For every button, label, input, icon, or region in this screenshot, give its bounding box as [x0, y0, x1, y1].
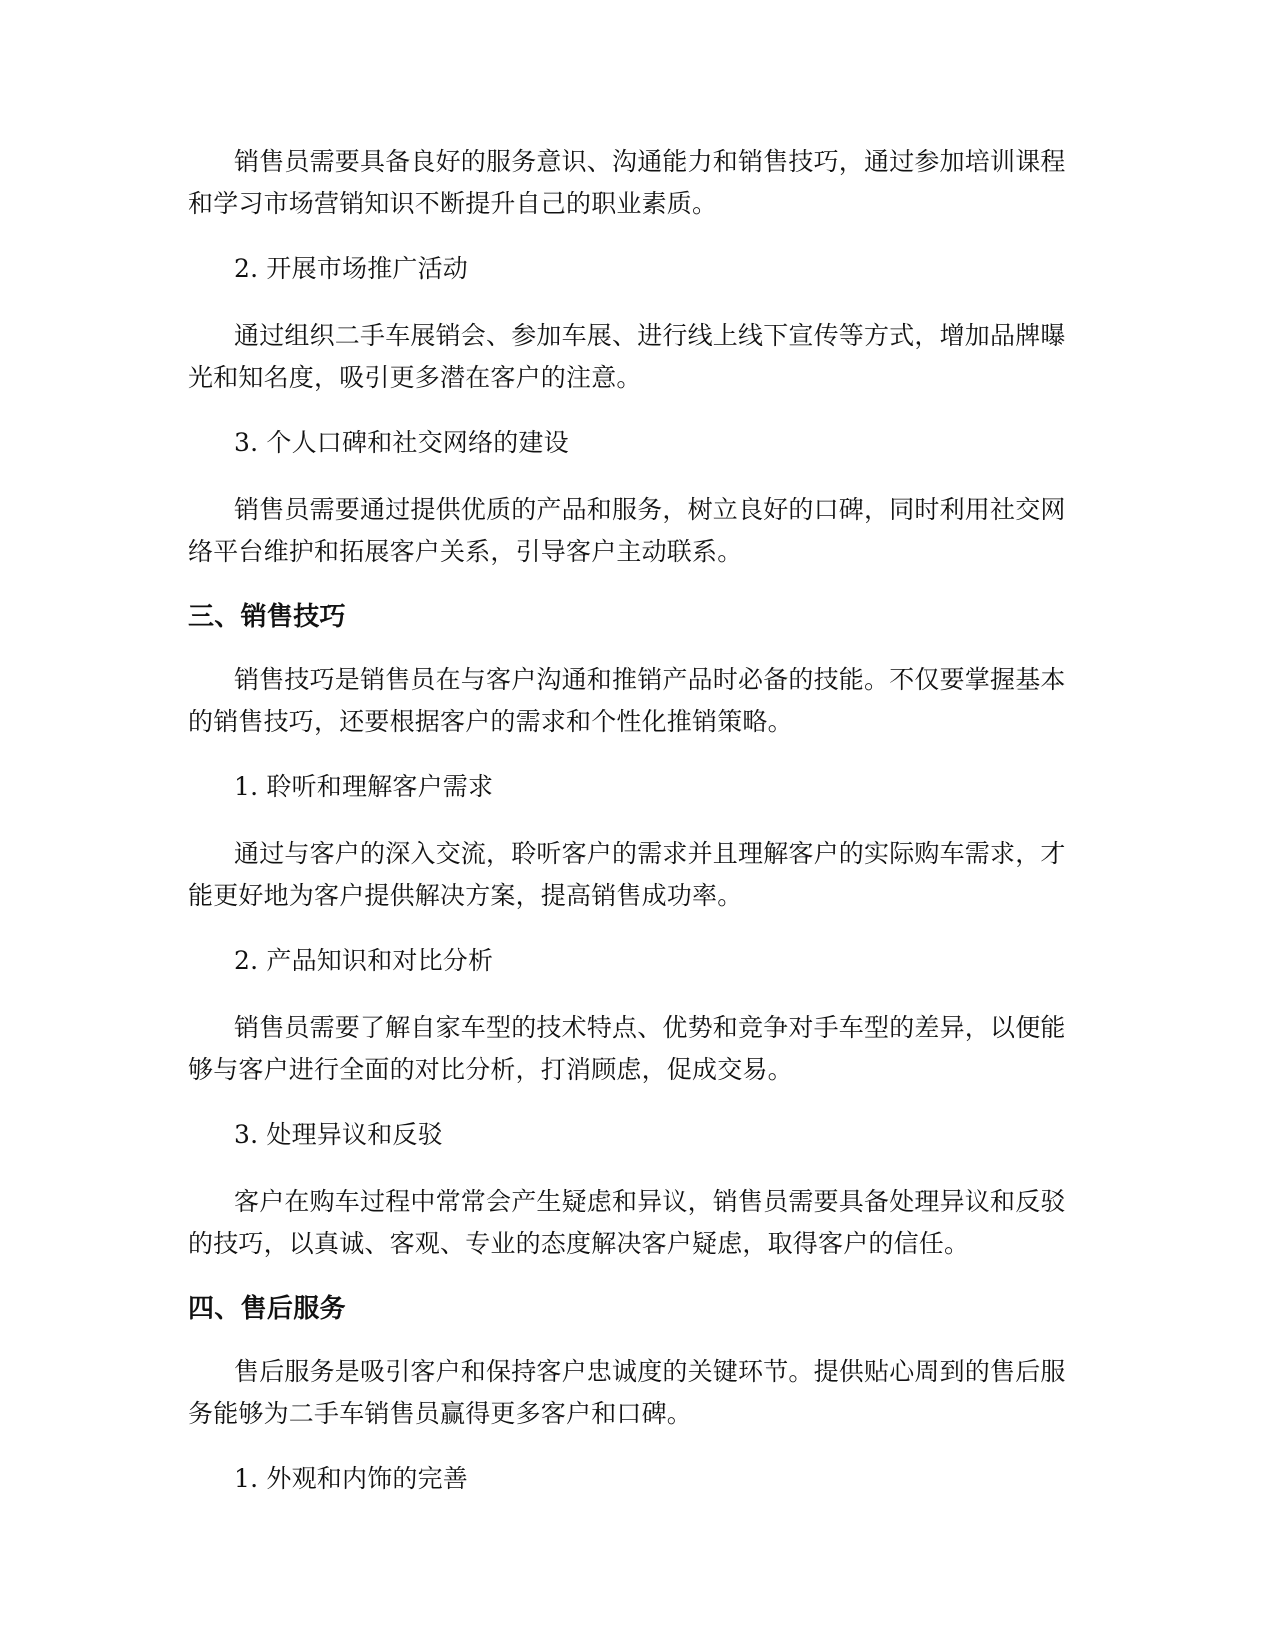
paragraph: 客户在购车过程中常常会产生疑虑和异议，销售员需要具备处理异议和反驳的技巧，以真诚、客观、专业的态度解决客户疑虑，取得客户的信任。 [188, 1187, 1066, 1258]
section-heading: 三、销售技巧 [188, 602, 346, 632]
section-heading: 四、售后服务 [188, 1294, 346, 1324]
list-item: 3. 处理异议和反驳 [234, 1120, 443, 1149]
paragraph: 销售员需要通过提供优质的产品和服务，树立良好的口碑，同时利用社交网络平台维护和拓展客户关系，引导客户主动联系。 [188, 495, 1066, 566]
list-item: 1. 外观和内饰的完善 [234, 1464, 469, 1493]
list-item: 2. 产品知识和对比分析 [234, 946, 494, 975]
paragraph: 销售技巧是销售员在与客户沟通和推销产品时必备的技能。不仅要掌握基本的销售技巧，还要根据客户的需求和个性化推销策略。 [188, 665, 1066, 736]
paragraph: 通过与客户的深入交流，聆听客户的需求并且理解客户的实际购车需求，才能更好地为客户提供解决方案，提高销售成功率。 [188, 839, 1066, 910]
paragraph: 销售员需要具备良好的服务意识、沟通能力和销售技巧，通过参加培训课程和学习市场营销知识不断提升自己的职业素质。 [188, 147, 1066, 218]
paragraph: 通过组织二手车展销会、参加车展、进行线上线下宣传等方式，增加品牌曝光和知名度，吸引更多潜在客户的注意。 [188, 321, 1066, 392]
paragraph: 销售员需要了解自家车型的技术特点、优势和竞争对手车型的差异，以便能够与客户进行全面的对比分析，打消顾虑，促成交易。 [188, 1013, 1066, 1084]
paragraph: 售后服务是吸引客户和保持客户忠诚度的关键环节。提供贴心周到的售后服务能够为二手车销售员赢得更多客户和口碑。 [188, 1357, 1066, 1428]
document-body [188, 141, 1080, 1525]
list-item: 1. 聆听和理解客户需求 [234, 772, 494, 801]
list-item: 2. 开展市场推广活动 [234, 254, 469, 283]
list-item: 3. 个人口碑和社交网络的建设 [234, 428, 569, 457]
